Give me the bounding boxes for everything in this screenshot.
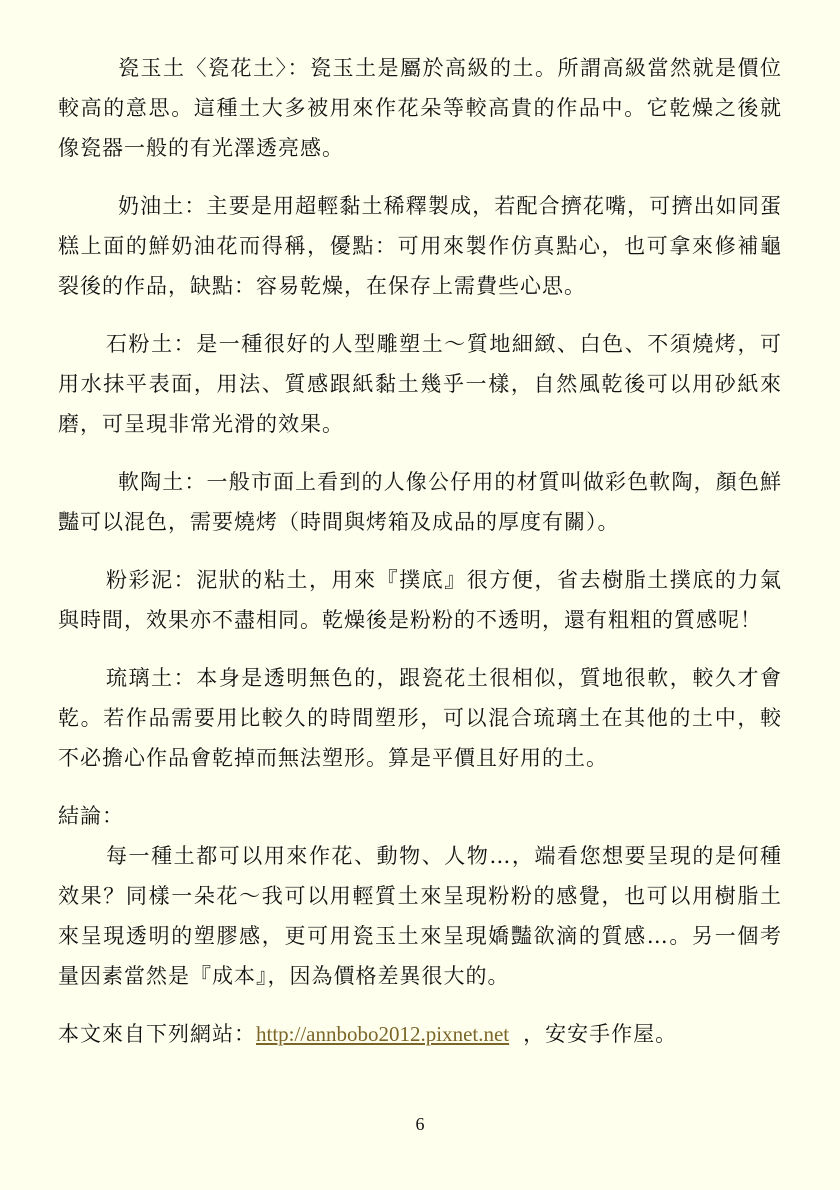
source-link[interactable]: http://annbobo2012.pixnet.net (256, 1022, 510, 1046)
conclusion-heading: 結論： (58, 804, 124, 828)
source-prefix: 本文來自下列網站： (58, 1022, 256, 1046)
paragraph-stone-powder-clay: 石粉土：是一種很好的人型雕塑土～質地細緻、白色、不須燒烤，可用水抹平表面，用法、質感跟紙黏土幾乎一樣，自然風乾後可以用砂紙來磨，可呈現非常光滑的效果。 (58, 332, 782, 436)
paragraph-glass-clay: 琉璃土：本身是透明無色的，跟瓷花土很相似，質地很軟，較久才會乾。若作品需要用比較久的時間塑形，可以混合琉璃土在其他的土中，較不必擔心作品會乾掉而無法塑形。算是平價且好用的土。 (58, 666, 782, 770)
paragraph-porcelain-clay: 瓷玉土〈瓷花土〉：瓷玉土是屬於高級的土。所謂高級當然就是價位較高的意思。這種土大多被用來作花朵等較高貴的作品中。它乾燥之後就像瓷器一般的有光澤透亮感。 (58, 56, 782, 160)
page-number: 6 (415, 1114, 425, 1134)
source-line (58, 1014, 782, 1054)
source-suffix: ，安安手作屋。 (523, 1022, 678, 1046)
document-page (58, 48, 782, 1054)
paragraph-soft-ceramic: 軟陶土：一般市面上看到的人像公仔用的材質叫做彩色軟陶，顏色鮮豔可以混色，需要燒烤（時間與烤箱及成品的厚度有關）。 (58, 470, 782, 534)
paragraph-powder-paste: 粉彩泥：泥狀的粘土，用來『撲底』很方便，省去樹脂土撲底的力氣與時間，效果亦不盡相同。乾燥後是粉粉的不透明，還有粗粗的質感呢！ (58, 568, 782, 632)
paragraph-cream-clay: 奶油土：主要是用超輕黏土稀釋製成，若配合擠花嘴，可擠出如同蛋糕上面的鮮奶油花而得稱，優點：可用來製作仿真點心，也可拿來修補龜裂後的作品，缺點：容易乾燥，在保存上需費些心思。 (58, 194, 782, 298)
conclusion-paragraph: 每一種土都可以用來作花、動物、人物…，端看您想要呈現的是何種效果？同樣一朵花～我可以用輕質土來呈現粉粉的感覺，也可以用樹脂土來呈現透明的塑膠感，更可用瓷玉土來呈現嬌豔欲滴的質感…。另一個考量因素當然是『成本』，因為價格差異很大的。 (58, 844, 782, 988)
